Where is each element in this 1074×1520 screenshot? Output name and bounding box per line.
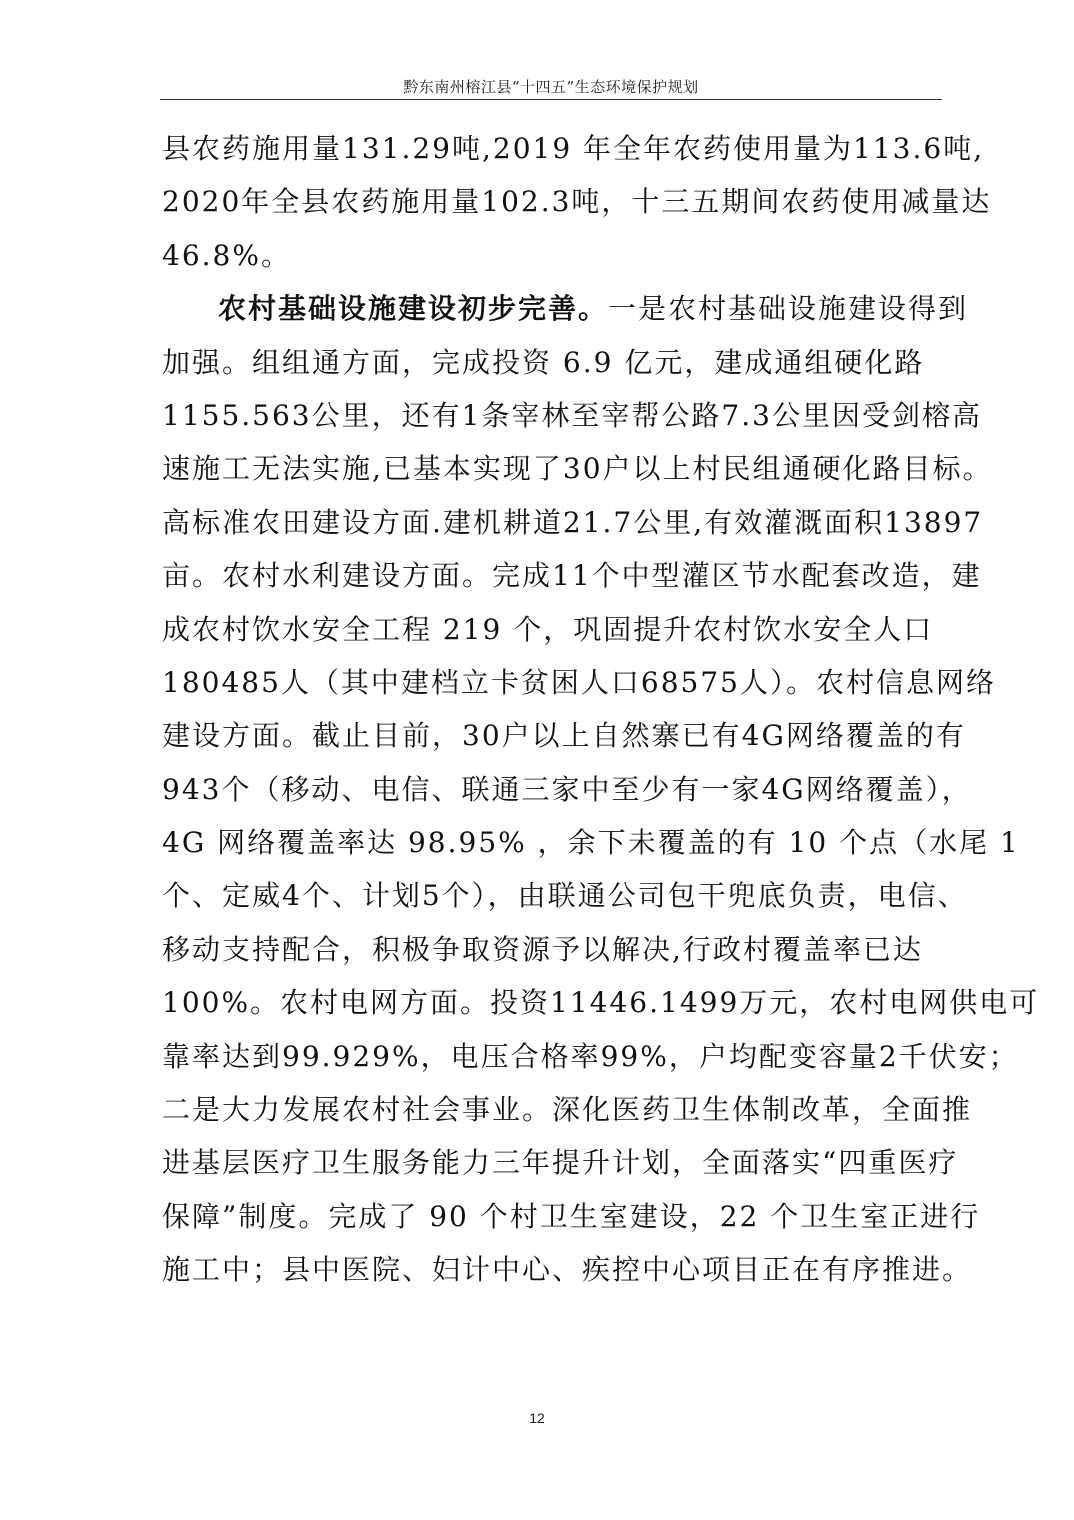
paragraph-heading: 农村基础设施建设初步完善。 [218, 292, 609, 326]
text-line: 二是大力发展农村社会事业。深化医药卫生体制改革，全面推 [162, 1093, 973, 1127]
text-line: 建设方面。截止目前，30户以上自然寨已有4G网络覆盖的有 [162, 719, 966, 753]
text-line: 靠率达到99.929%，电压合格率99%，户均配变容量2千伏安； [162, 1039, 1019, 1073]
header-divider [160, 99, 942, 100]
text-line: 2020年全县农药施用量102.3吨，十三五期间农药使用减量达 [162, 185, 992, 219]
text-line: 46.8%。 [162, 238, 291, 272]
text-line: 施工中；县中医院、妇计中心、疾控中心项目正在有序推进。 [162, 1253, 973, 1287]
text-line: 1155.563公里，还有1条宰林至宰帮公路7.3公里因受剑榕高 [162, 398, 982, 432]
text-line: 180485人（其中建档立卡贫困人口68575人）。农村信息网络 [162, 665, 996, 699]
text-line: 亩。农村水利建设方面。完成11个中型灌区节水配套改造，建 [162, 559, 982, 593]
text-line: 县农药施用量131.29吨,2019 年全年农药使用量为113.6吨, [162, 132, 985, 165]
text-line: 943个（移动、电信、联通三家中至少有一家4G网络覆盖）， [162, 772, 972, 806]
text-line: 100%。农村电网方面。投资11446.1499万元，农村电网供电可 [162, 986, 1040, 1020]
paragraph-first-line [162, 282, 969, 335]
text-line: 速施工无法实施,已基本实现了30户以上村民组通硬化路目标。 [162, 452, 993, 486]
paragraph-lead-text: 一是农村基础设施建设得到 [608, 292, 969, 326]
text-line: 成农村饮水安全工程 219 个，巩固提升农村饮水安全人口 [162, 612, 934, 646]
document-body [162, 122, 1040, 1297]
text-line: 个、定威4个、计划5个），由联通公司包干兜底负责，电信、 [162, 879, 968, 913]
text-line: 高标准农田建设方面.建机耕道21.7公里,有效灌溉面积13897 [162, 505, 984, 539]
text-line: 进基层医疗卫生服务能力三年提升计划，全面落实“四重医疗 [162, 1146, 959, 1180]
text-line: 4G 网络覆盖率达 98.95% ，余下未覆盖的有 10 个点（水尾 1 [162, 826, 1020, 860]
text-line: 保障”制度。完成了 90 个村卫生室建设，22 个卫生室正进行 [162, 1199, 981, 1233]
text-line: 移动支持配合，积极争取资源予以解决,行政村覆盖率已达 [162, 932, 923, 966]
document-header: 黔东南州榕江县“十四五”生态环境保护规划 [403, 78, 699, 96]
text-line: 加强。组组通方面，完成投资 6.9 亿元，建成通组硬化路 [162, 345, 925, 379]
page-number: 12 [529, 1410, 545, 1426]
